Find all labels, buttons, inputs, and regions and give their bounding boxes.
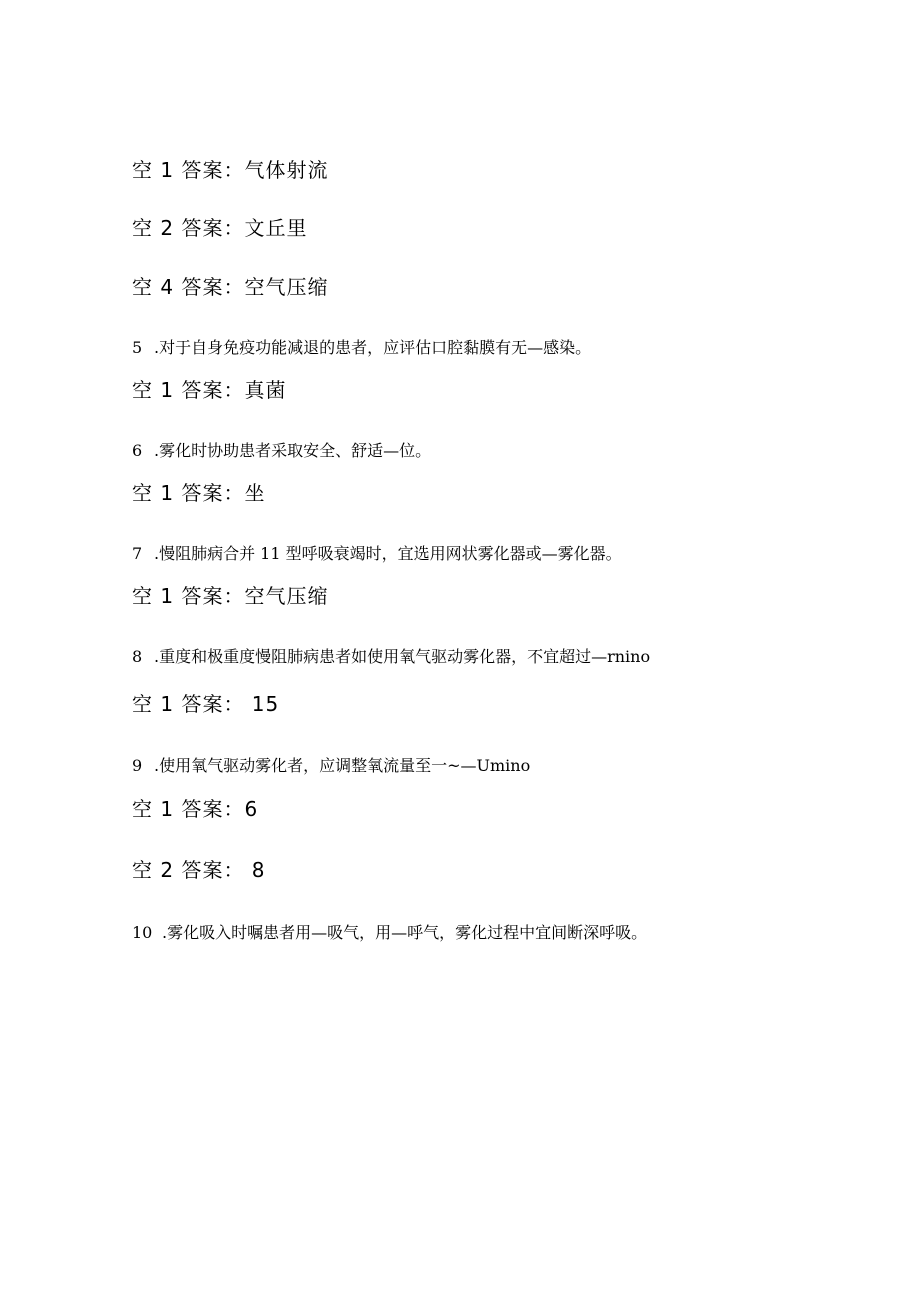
answer-line: 空 2 答案：文丘里 <box>132 216 308 240</box>
question-number: 10 <box>132 923 153 942</box>
question-number: 8 <box>132 647 143 666</box>
answer-line: 空 1 答案：气体射流 <box>132 158 329 182</box>
question-text: .雾化吸入时嘱患者用—吸气，用—呼气，雾化过程中宜间断深呼吸。 <box>162 923 648 942</box>
question-text: .雾化时协助患者采取安全、舒适—位。 <box>154 441 432 460</box>
answer-line: 空 1 答案：坐 <box>132 481 266 505</box>
question-number: 5 <box>132 338 143 357</box>
answer-line: 空 2 答案： 8 <box>132 858 266 882</box>
question-number: 7 <box>132 544 143 563</box>
question-line <box>132 925 647 941</box>
question-text: .使用氧气驱动雾化者，应调整氧流量至一~—Umino <box>154 756 531 775</box>
question-line <box>132 340 591 356</box>
question-text: .对于自身免疫功能减退的患者，应评估口腔黏膜有无—感染。 <box>154 338 592 357</box>
answer-line: 空 1 答案：真菌 <box>132 378 287 402</box>
question-number: 9 <box>132 756 143 775</box>
question-number: 6 <box>132 441 143 460</box>
answer-line: 空 4 答案：空气压缩 <box>132 275 329 299</box>
question-line <box>132 443 431 459</box>
answer-line: 空 1 答案：6 <box>132 797 259 821</box>
question-line <box>132 649 650 665</box>
question-line <box>132 546 622 562</box>
answer-line: 空 1 答案：空气压缩 <box>132 584 329 608</box>
question-line <box>132 758 530 774</box>
question-text: .慢阻肺病合并 11 型呼吸衰竭时，宜选用网状雾化器或—雾化器。 <box>154 544 622 563</box>
question-text: .重度和极重度慢阻肺病患者如使用氧气驱动雾化器，不宜超过—rnino <box>154 647 651 666</box>
answer-line: 空 1 答案： 15 <box>132 692 280 716</box>
